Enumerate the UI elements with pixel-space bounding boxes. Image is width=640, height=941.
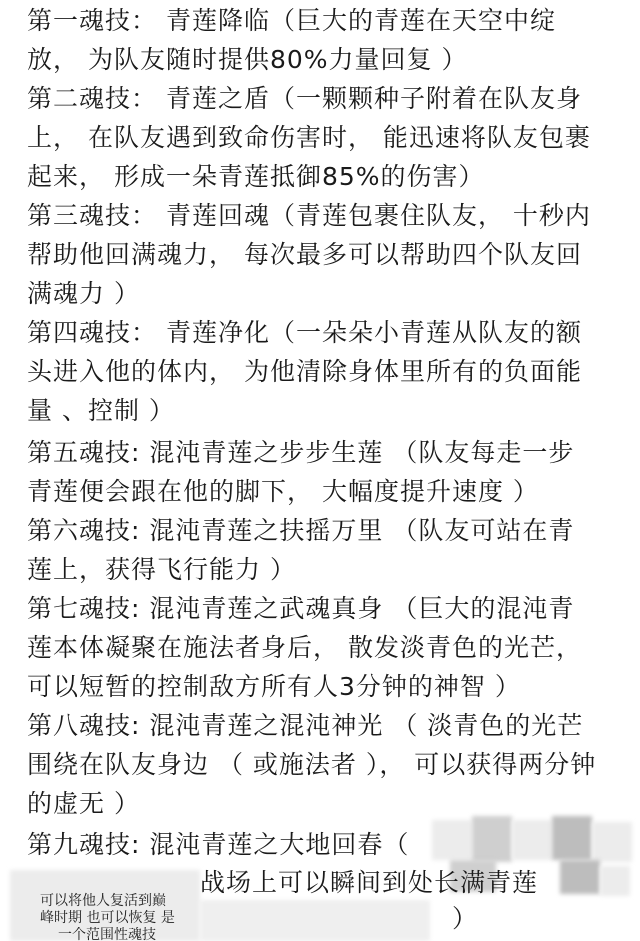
mosaic-block	[200, 900, 430, 941]
mosaic-block	[472, 816, 512, 862]
small-note-line: 一个范围性魂技	[58, 927, 156, 941]
mosaic-block	[512, 820, 552, 860]
close-paren: ）	[452, 904, 479, 933]
text-line: 第四魂技： 青莲净化（一朵朵小青莲从队友的额	[27, 318, 582, 347]
text-line: 放， 为队友随时提供80%力量回复 ）	[27, 45, 468, 74]
text-line: 第六魂技: 混沌青莲之扶摇万里 （队友可站在青	[27, 516, 575, 545]
small-note-line: 峰时期 也可以恢复 是	[40, 910, 175, 926]
mosaic-block	[592, 822, 632, 862]
text-line: 量 、控制 ）	[27, 396, 175, 425]
text-line: 满魂力 ）	[27, 279, 140, 308]
text-line: 第八魂技: 混沌青莲之混沌神光 （ 淡青色的光芒	[27, 711, 584, 740]
text-line: 第七魂技: 混沌青莲之武魂真身 （巨大的混沌青	[27, 594, 575, 623]
text-line: 的虚无 ）	[27, 789, 140, 818]
small-note-line: 可以将他人复活到巅	[40, 893, 166, 909]
text-line: 帮助他回满魂力， 每次最多可以帮助四个队友回	[27, 240, 582, 269]
text-line: 围绕在队友身边 （ 或施法者 ）， 可以获得两分钟	[27, 750, 597, 779]
mosaic-block	[432, 820, 472, 860]
text-line: 第一魂技： 青莲降临（巨大的青莲在天空中绽	[27, 6, 556, 35]
text-line: 青莲便会跟在他的脚下， 大幅度提升速度 ）	[27, 477, 539, 506]
text-line: 第九魂技: 混沌青莲之大地回春（	[27, 830, 410, 859]
text-line: 上， 在队友遇到致命伤害时， 能迅速将队友包裹	[27, 123, 591, 152]
text-line: 第五魂技: 混沌青莲之步步生莲 （队友每走一步	[27, 438, 575, 467]
text-line: 莲本体凝聚在施法者身后， 散发淡青色的光芒，	[27, 633, 582, 662]
mosaic-block	[600, 866, 630, 896]
text-line: 头进入他的体内， 为他清除身体里所有的负面能	[27, 357, 582, 386]
text-line: 可以短暂的控制敌方所有人3分钟的神智 ）	[27, 672, 521, 701]
text-line: 第三魂技： 青莲回魂（青莲包裹住队友， 十秒内	[27, 201, 591, 230]
text-line: 第二魂技： 青莲之盾（一颗颗种子附着在队友身	[27, 84, 582, 113]
mosaic-block	[552, 816, 592, 860]
text-line: 起来， 形成一朵青莲抵御85%的伤害）	[27, 162, 485, 191]
text-line-tail: 战场上可以瞬间到处长满青莲	[200, 868, 539, 897]
text-line: 莲上，获得飞行能力 ）	[27, 555, 296, 584]
